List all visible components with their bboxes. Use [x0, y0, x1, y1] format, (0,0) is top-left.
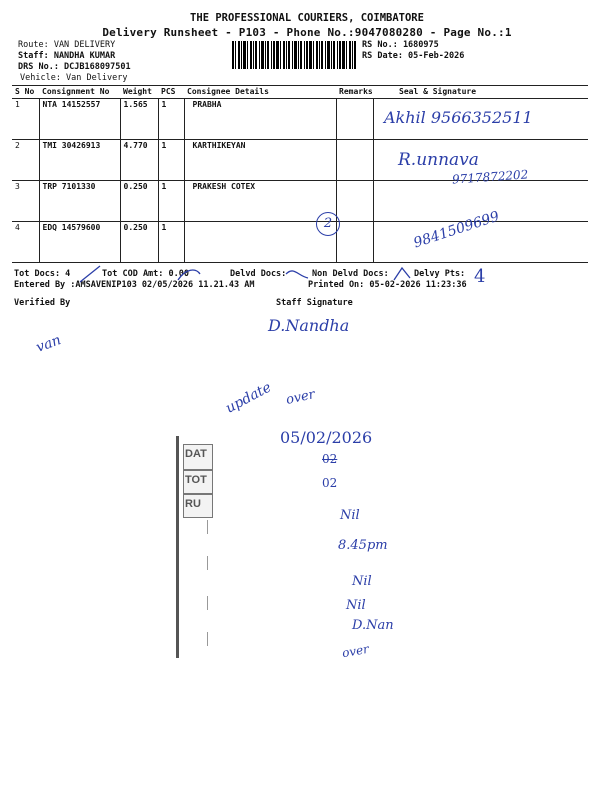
- note-sign: D.Nan: [352, 618, 394, 633]
- company-name: THE PROFESSIONAL COURIERS, COIMBATORE: [190, 12, 424, 24]
- note-nil-2: Nil: [352, 574, 372, 589]
- cell-pcs: 1: [158, 140, 184, 181]
- row2-phone: 9717872202: [451, 167, 529, 187]
- rs-date: RS Date: 05-Feb-2026: [362, 51, 465, 61]
- cell-weight: 4.770: [120, 140, 158, 181]
- runsheet-title: Delivery Runsheet - P103 - Phone No.:9047080280 - Page No.:1: [102, 26, 512, 39]
- cell-sno: 4: [12, 222, 39, 263]
- row3-phone: 9841509699: [411, 208, 502, 252]
- info-left: [18, 40, 131, 84]
- cell-remarks: [336, 140, 373, 181]
- info-right: [362, 40, 464, 62]
- note-nil-3: Nil: [346, 598, 366, 613]
- cell-consignment: NTA 14152557: [39, 99, 120, 140]
- footer-ink-strokes: [60, 262, 480, 286]
- cell-weight: 0.250: [120, 222, 158, 263]
- col-consignment: Consignment No: [39, 86, 120, 99]
- stamp-dash: [207, 520, 208, 534]
- note-over: over: [284, 387, 317, 408]
- circled-number: 2: [316, 212, 340, 236]
- cell-consignment: EDQ 14579600: [39, 222, 120, 263]
- cell-consignee: PRABHA: [184, 99, 336, 140]
- cell-sno: 3: [12, 181, 39, 222]
- note-date: 05/02/2026: [280, 428, 373, 447]
- cell-consignee: [184, 222, 336, 263]
- delivered-docs: Delvd Docs:: [230, 269, 287, 279]
- staff-signature-label: Staff Signature: [276, 298, 353, 308]
- staff-signature: D.Nandha: [268, 316, 350, 335]
- office-stamp: [176, 436, 217, 658]
- cell-remarks: [336, 181, 373, 222]
- drs-text: DRS No.: DCJB168097501: [18, 62, 131, 72]
- rs-number: RS No.: 1680975: [362, 40, 439, 50]
- stamp-dash: [207, 556, 208, 570]
- cell-weight: 1.565: [120, 99, 158, 140]
- stamp-label-date: DAT: [185, 448, 207, 460]
- entered-by: Entered By :AMSAVENIP103 02/05/2026 11.21.43 AM: [14, 280, 255, 290]
- delivery-points: Delvy Pts:: [414, 269, 466, 279]
- stamp-dash: [207, 596, 208, 610]
- verified-by-label: Verified By: [14, 298, 71, 308]
- col-weight: Weight: [120, 86, 158, 99]
- tot-cod-amount: Tot COD Amt: 0.00: [102, 269, 189, 279]
- cell-sno: 2: [12, 140, 39, 181]
- cell-pcs: 1: [158, 99, 184, 140]
- vehicle-text: Vehicle: Van Delivery: [20, 73, 128, 83]
- stamp-label-runsheet: RU: [185, 498, 201, 510]
- staff-text: Staff: NANDHA KUMAR: [18, 51, 116, 61]
- row1-signature: Akhil 9566352511: [384, 108, 533, 127]
- cell-remarks: [336, 99, 373, 140]
- note-value-2: 02: [322, 476, 338, 490]
- note-nil-1: Nil: [340, 508, 360, 523]
- tot-docs: Tot Docs: 4: [14, 269, 71, 279]
- col-consignee: Consignee Details: [184, 86, 336, 99]
- barcode: [232, 41, 356, 69]
- note-over-2: over: [340, 641, 370, 661]
- cell-pcs: 1: [158, 181, 184, 222]
- verified-signature: van: [34, 332, 64, 356]
- cell-remarks: [336, 222, 373, 263]
- printed-on: Printed On: 05-02-2026 11:23:36: [308, 280, 467, 290]
- note-value-1: 02: [322, 452, 338, 466]
- cell-consignment: TMI 30426913: [39, 140, 120, 181]
- col-seal: Seal & Signature: [373, 86, 588, 99]
- delivery-points-value: 4: [474, 266, 486, 287]
- route-text: Route: VAN DELIVERY: [18, 40, 116, 50]
- row2-signature: R.unnava: [398, 150, 479, 170]
- cell-consignee: KARTHIKEYAN: [184, 140, 336, 181]
- note-time: 8.45pm: [338, 538, 388, 553]
- col-pcs: PCS: [158, 86, 184, 99]
- stamp-label-total: TOT: [185, 474, 207, 486]
- table-header: [12, 86, 588, 99]
- note-update: update: [223, 379, 275, 417]
- cell-pcs: 1: [158, 222, 184, 263]
- col-remarks: Remarks: [336, 86, 373, 99]
- table-row: [12, 222, 588, 263]
- stamp-dash: [207, 632, 208, 646]
- cell-sno: 1: [12, 99, 39, 140]
- table-row: [12, 181, 588, 222]
- non-delivered-docs: Non Delvd Docs:: [312, 269, 389, 279]
- col-sno: S No: [12, 86, 39, 99]
- cell-consignee: PRAKESH COTEX: [184, 181, 336, 222]
- cell-weight: 0.250: [120, 181, 158, 222]
- cell-consignment: TRP 7101330: [39, 181, 120, 222]
